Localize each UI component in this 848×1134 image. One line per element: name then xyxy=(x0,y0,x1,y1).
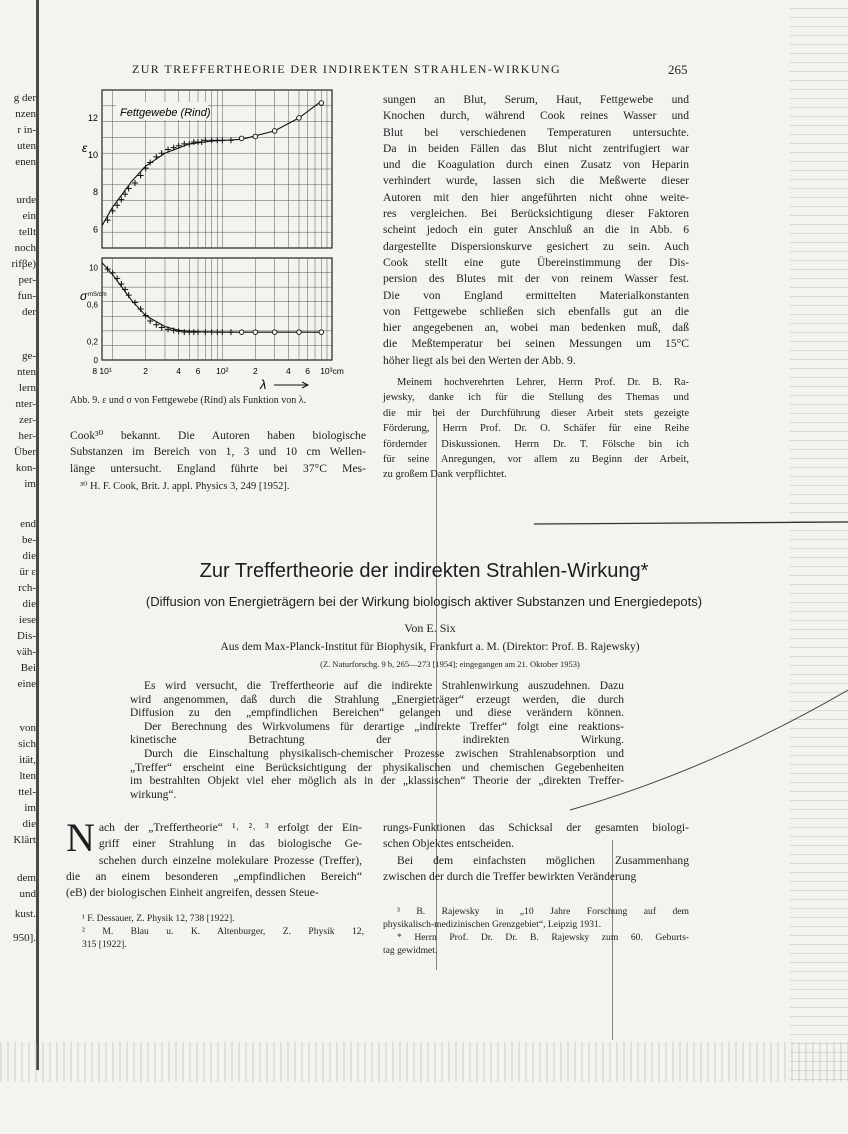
data-point xyxy=(319,101,324,106)
text-line: kinetische Betrachtung der indirekten Wirkung. xyxy=(130,734,624,747)
x-axis-tick-labels xyxy=(92,366,344,392)
body-left-column xyxy=(66,815,362,901)
x-axis-arrow-icon xyxy=(274,382,308,388)
y-tick-label: 10 xyxy=(87,150,98,161)
data-point xyxy=(202,329,208,335)
data-point xyxy=(138,306,144,312)
running-head-title: ZUR TREFFERTHEORIE DER INDIREKTEN STRAHLEN-WIRKUNG xyxy=(132,62,562,76)
epsilon-axis-symbol: ε xyxy=(82,141,88,155)
data-point xyxy=(110,270,116,276)
text-line: Diffusion zu den „empfindlichen Bereichen“ gelangen und diese verändern können. xyxy=(130,707,624,720)
data-point xyxy=(219,329,225,335)
article-abstract xyxy=(130,680,624,802)
text-line: Durch die Einschaltung physikalisch-chemischer Prozesse zwischen Strahlenabsorption und xyxy=(144,747,624,760)
body-right-column xyxy=(383,820,689,885)
data-point xyxy=(228,329,234,335)
edge-fragment: ein xyxy=(22,210,36,222)
edge-fragment: uten xyxy=(17,140,36,152)
text-line: die mir bei der Durchführung dieser Arbeit stets gezeigte xyxy=(383,407,689,419)
text-line: ² M. Blau u. K. Altenburger, Z. Physik 12, xyxy=(82,926,364,937)
text-line: Da in beiden Fällen das Blut nicht zentrifugiert war xyxy=(383,141,689,155)
text-line: Autoren mit den hier angeführten nicht ohne weite- xyxy=(383,190,689,204)
edge-fragment: eine xyxy=(17,678,36,690)
edge-fragment: her- xyxy=(18,430,36,442)
edge-fragment: ür ε xyxy=(19,566,36,578)
edge-fragment: per- xyxy=(18,274,36,286)
figure-caption: Abb. 9. ε und σ von Fettgewebe (Rind) als Funktion von λ. xyxy=(70,395,307,406)
paragraph-acknowledgement xyxy=(383,375,689,483)
text-line: die an einem besonderen „empfindlichen Bereich“ xyxy=(66,869,362,883)
data-point xyxy=(239,330,244,335)
data-point xyxy=(195,329,201,335)
y-tick-label: 12 xyxy=(87,112,98,123)
text-line: physikalisch-medizinischen Grenzgebiet“, Leipzig 1931. xyxy=(383,919,602,930)
text-line: und die Koagulation durch einen Zusatz von Heparin xyxy=(383,158,689,172)
text-line: jewsky, danke ich für die Stellung des Themas und xyxy=(383,392,689,404)
data-point xyxy=(253,330,258,335)
data-point xyxy=(209,137,215,143)
edge-fragment: rch- xyxy=(18,582,36,594)
edge-fragment: der xyxy=(21,306,36,318)
page-number: 265 xyxy=(668,62,688,77)
scan-noise-bottom xyxy=(0,1042,848,1082)
text-line: ach der „Treffertheorie“ ¹˒ ²˒ ³ erfolgt der Ein- xyxy=(98,821,362,834)
x-tick-label: 4 xyxy=(285,366,291,376)
text-line: res vergleichen. Bei Berücksichtigung dieser Faktoren xyxy=(383,207,689,221)
plot-frame xyxy=(102,258,332,360)
text-line: Substanzen im Bereich von 1, 3 und 10 cm Wellen- xyxy=(70,445,366,459)
edge-fragment: iese xyxy=(18,614,36,626)
footnotes-right xyxy=(383,905,689,957)
edge-fragment: rifβe) xyxy=(11,258,36,270)
article-affiliation: Aus dem Max-Planck-Institut für Biophysik, Frankfurt a. M. (Direktor: Prof. B. Rajewsky) xyxy=(220,641,640,653)
data-point xyxy=(228,137,234,143)
text-line: für seine Anregungen, vor allem zu Beginn der Arbeit, xyxy=(383,454,689,466)
text-line: verhindert wurde, lassen sich die Meßwerte dieser xyxy=(383,174,689,188)
x-tick-label: 10³cm xyxy=(320,366,344,376)
edge-fragment: und xyxy=(19,888,36,900)
top-right-column xyxy=(383,92,689,483)
edge-fragment: fun- xyxy=(17,290,36,302)
text-line: Förderung, Herrn Prof. Dr. O. Schäfer für eine Reihe xyxy=(383,423,689,435)
article-title: Zur Treffertheorie der indirekten Strahlen-Wirkung* xyxy=(199,560,649,582)
text-line: Meinem hochverehrten Lehrer, Herrn Prof. Dr. B. Ra- xyxy=(397,377,689,389)
text-line: hier angegebenen an, wobei man bedenken muß, daß xyxy=(383,321,689,335)
y-tick-label: 8 xyxy=(92,187,98,198)
top-left-column xyxy=(70,428,366,494)
lambda-axis-symbol: λ xyxy=(260,377,267,392)
edge-fragment: lern xyxy=(18,382,36,394)
edge-fragment: kon- xyxy=(15,462,36,474)
text-line: zu großem Dank verpflichtet. xyxy=(383,469,507,481)
data-point xyxy=(253,134,258,139)
text-line: Cook stellt eine gute Übereinstimmung der Dis- xyxy=(383,255,689,269)
figure-abb-9 xyxy=(70,86,370,392)
text-line: Der Berechnung des Wirkvolumens für derartige „indirekte Treffer“ folgt eine reaktions- xyxy=(144,720,624,733)
text-line: 315 [1922]. xyxy=(82,939,127,950)
x-tick-label: 6 xyxy=(195,366,201,376)
text-line: „Treffer“ erscheint eine Berücksichtigung der physikalischen und chemischen Gegebenheiten xyxy=(130,761,624,774)
edge-fragment: nter- xyxy=(15,398,36,410)
edge-fragment: enen xyxy=(15,156,36,168)
data-point xyxy=(272,129,277,134)
footnote-30: ³⁰ H. F. Cook, Brit. J. appl. Physics 3, 249 [1952]. xyxy=(80,480,290,492)
data-point xyxy=(114,275,120,281)
edge-fragment: g der xyxy=(13,92,36,104)
data-point xyxy=(122,191,128,197)
book-spine-shadow xyxy=(36,0,39,1070)
edge-fragment: dem xyxy=(17,872,36,884)
data-point xyxy=(159,150,165,156)
data-point xyxy=(297,116,302,121)
y-tick-label: 0,6 xyxy=(86,300,98,310)
edge-fragment: Dis- xyxy=(17,630,36,642)
text-line: * Herrn Prof. Dr. Dr. B. Rajewsky zum 60. Geburts- xyxy=(397,932,689,943)
text-line: ¹ F. Dessauer, Z. Physik 12, 738 [1922]. xyxy=(82,913,235,924)
edge-fragment: im xyxy=(24,478,36,490)
x-tick-label: 10² xyxy=(216,366,229,376)
text-line: schehen durch einzelne molekulare Prozesse (Treffer), xyxy=(98,853,362,867)
footnotes-left xyxy=(82,912,364,951)
y-tick-label: 6 xyxy=(92,224,98,235)
text-line: sungen an Blut, Serum, Haut, Fettgewebe und xyxy=(383,93,689,106)
data-point xyxy=(209,329,215,335)
edge-fragment: 950]. xyxy=(13,932,36,944)
text-line: Knochen durch, während Cook reines Wasser und xyxy=(383,109,689,123)
drop-cap: N xyxy=(66,815,95,860)
edge-fragment: sich xyxy=(18,738,36,750)
text-line: im bestrahlten Objekt viel eher möglich als in der „klassischen“ Theorie der „direkten Treffer- xyxy=(130,775,624,788)
edge-fragment: urde xyxy=(16,194,36,206)
edge-fragment: Klärt xyxy=(13,834,36,846)
text-line: ³ B. Rajewsky in „10 Jahre Forschung auf dem xyxy=(397,906,689,917)
data-point xyxy=(239,136,244,141)
x-tick-label: 4 xyxy=(176,366,182,376)
edge-fragment: ttel- xyxy=(18,786,36,798)
upper-plot-epsilon xyxy=(82,90,332,248)
edge-fragment: Bei xyxy=(20,662,36,674)
data-point xyxy=(132,300,138,306)
text-line: höher liegt als bei den Werten der Abb. 9. xyxy=(383,353,576,367)
edge-fragment: ität, xyxy=(19,754,36,766)
text-line: (eB) der biologischen Einheit angreifen, dessen Steue- xyxy=(66,886,319,900)
data-point xyxy=(319,330,324,335)
edge-fragment: r in- xyxy=(17,124,36,136)
y-tick-label: 10 xyxy=(89,263,98,273)
edge-fragment: im xyxy=(24,802,36,814)
body-right-text xyxy=(383,820,689,885)
data-point xyxy=(153,154,159,160)
data-point xyxy=(126,186,132,192)
edge-fragment: noch xyxy=(14,242,36,254)
article-subtitle: (Diffusion von Energieträgern bei der Wirkung biologisch aktiver Substanzen und Energiedepots) xyxy=(145,594,703,609)
text-line: Die von England ermittelten Materialkonstanten xyxy=(383,288,689,302)
text-line: die Meßtemperatur bei seinen Messungen um 15°C xyxy=(383,337,689,351)
edge-fragment: die xyxy=(22,598,36,610)
x-tick-label: 2 xyxy=(143,366,149,376)
data-point xyxy=(110,208,116,214)
edge-fragment: die xyxy=(22,550,36,562)
edge-fragment: lten xyxy=(19,770,36,782)
edge-fragment: end xyxy=(20,518,36,530)
sigma-axis-symbol: σ xyxy=(80,289,88,303)
text-line: fördernder Diskussionen. Herrn Dr. T. Fölsche bin ich xyxy=(383,438,689,450)
data-point xyxy=(143,165,149,171)
edge-fragment: ge- xyxy=(21,350,36,362)
x-tick-label: 6 xyxy=(305,366,311,376)
lower-plot-sigma xyxy=(80,258,332,365)
paragraph-dispersion xyxy=(383,92,689,369)
data-point xyxy=(118,281,124,287)
text-line: Bei dem einfachsten möglichen Zusammenhang xyxy=(397,853,689,867)
edge-fragment: nten xyxy=(17,366,36,378)
article-author: Von E. Six xyxy=(404,621,456,635)
text-line: dargestellte Dispersionskurve gesichert zu sein. Auch xyxy=(383,239,689,253)
edge-fragment: be- xyxy=(21,534,36,546)
edge-fragment: nzen xyxy=(15,108,36,120)
text-line: Es wird versucht, die Treffertheorie auf die indirekte Strahlenwirkung auszudehnen. Dazu xyxy=(144,680,624,692)
edge-fragment: Über xyxy=(14,446,36,458)
text-line: scheint jedoch ein guter Anschluß an die in Abb. 6 xyxy=(383,223,689,237)
edge-fragment: die xyxy=(22,818,36,830)
data-point xyxy=(272,330,277,335)
edge-fragment: kust. xyxy=(14,908,36,920)
x-tick-label: 2 xyxy=(252,366,258,376)
text-line: wirkung“. xyxy=(130,788,177,801)
text-line: Blut bei verschiedenen Temperaturen untersuchte. xyxy=(383,125,689,139)
text-line: griff einer Strahlung in das biologische Ge- xyxy=(98,837,362,851)
data-point xyxy=(105,217,111,223)
upper-plot-label: Fettgewebe (Rind) xyxy=(120,107,211,119)
sigma-axis-unit: mS/cm xyxy=(88,292,107,298)
text-line: von Fettgewebe schließen sich ebenfalls gut an die xyxy=(383,304,689,318)
text-line: zwischen der durch die Treffer bewirkten Veränderung xyxy=(383,869,637,883)
data-point xyxy=(219,137,225,143)
edge-fragment: von xyxy=(19,722,36,734)
y-tick-label: 0 xyxy=(93,356,98,365)
text-line: länge untersucht. England führte bei 37°C Mes- xyxy=(70,461,366,475)
edge-fragment: tellt xyxy=(18,226,36,238)
body-left-text xyxy=(66,815,362,901)
text-line: Cook³⁰ bekannt. Die Autoren haben biologische xyxy=(70,429,366,442)
edge-fragment: zer- xyxy=(19,414,36,426)
text-line: schen Objektes entscheiden. xyxy=(383,837,515,851)
text-line: persion des Blutes mit der von reinem Wasser fest. xyxy=(383,272,689,286)
edge-fragment: väh- xyxy=(16,646,36,658)
x-tick-label: 8 10¹ xyxy=(92,366,112,376)
text-line: rungs-Funktionen das Schicksal der gesamten biologi- xyxy=(383,821,689,834)
data-point xyxy=(297,330,302,335)
y-tick-label: 0,2 xyxy=(86,337,98,347)
article-received-note: (Z. Naturforschg. 9 b, 265—273 [1954]; eingegangen am 21. Oktober 1953) xyxy=(320,659,580,669)
data-point xyxy=(122,287,128,293)
text-line: wird angenommen, daß durch die Strahlung „Energieträger“ erzeugt werden, die durch xyxy=(130,693,624,706)
text-line: tag gewidmet. xyxy=(383,945,438,956)
